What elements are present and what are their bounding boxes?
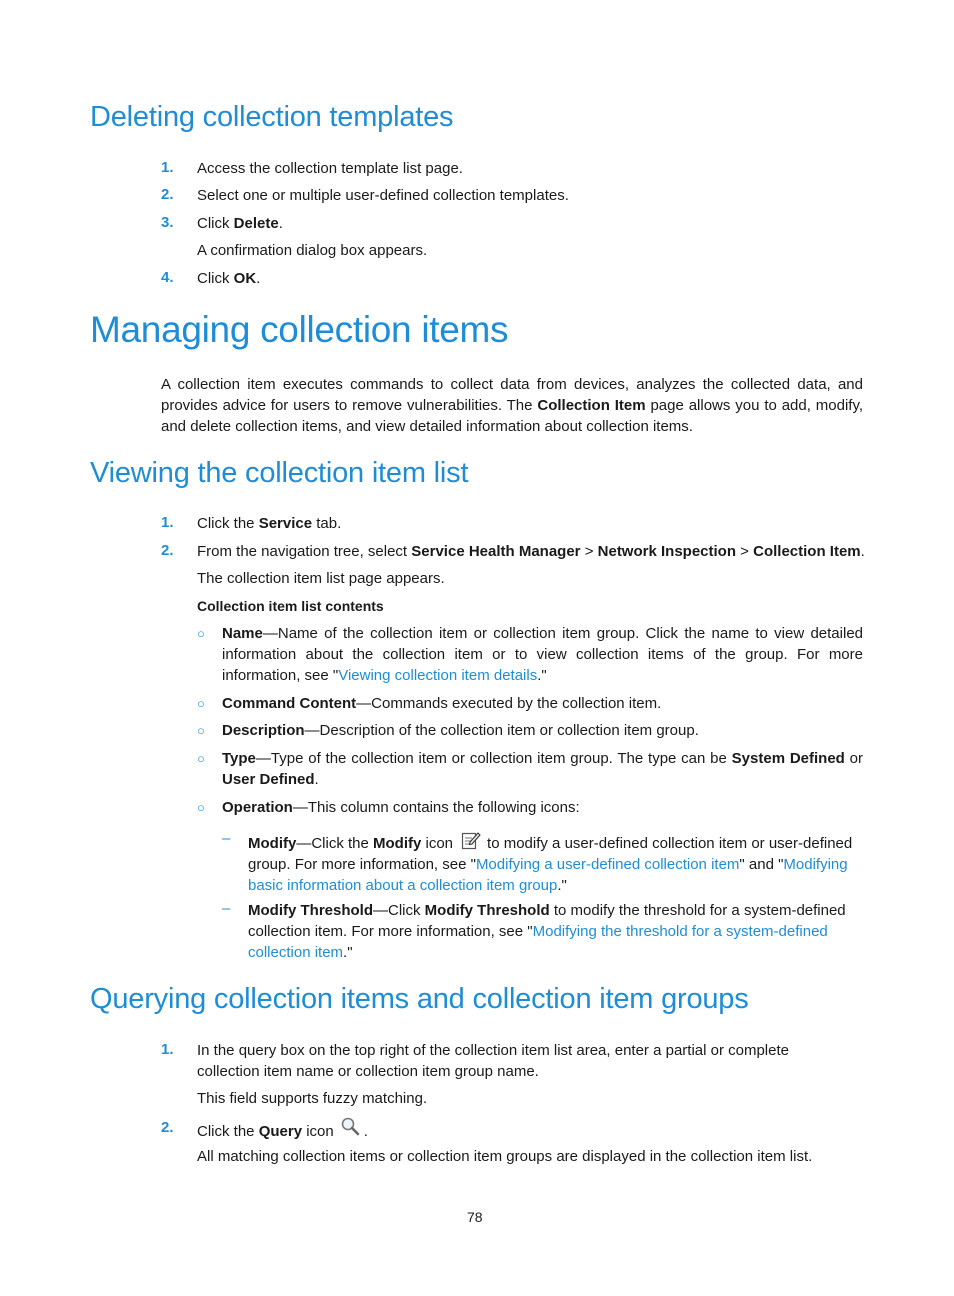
sub-item-modify-threshold: Modify Threshold—Click Modify Threshold to modify the threshold for a system-defined collection item. For more information, see "Modifying the threshold for a system-defined collection item." — [248, 902, 846, 961]
step-number: 2. — [161, 1119, 174, 1136]
heading-deleting-collection-templates: Deleting collection templates — [90, 101, 454, 133]
bullet-mark: ○ — [197, 800, 205, 815]
step-number: 2. — [161, 186, 174, 203]
bullet-mark: ○ — [197, 751, 205, 766]
step-note: The collection item list page appears. — [197, 570, 445, 587]
step-number: 1. — [161, 1041, 174, 1058]
step-number: 3. — [161, 214, 174, 231]
dash-mark: – — [222, 900, 231, 917]
bullet-mark: ○ — [197, 626, 205, 641]
step-note: All matching collection items or collection item groups are displayed in the collection item list. — [197, 1148, 813, 1165]
step-text: Select one or multiple user-defined collection templates. — [197, 187, 569, 204]
magnifier-icon — [340, 1117, 362, 1137]
list-item-command-content: Command Content—Commands executed by the collection item. — [222, 695, 662, 712]
link-modifying-basic-information-group[interactable]: Modifying basic information about a collection item group — [248, 856, 848, 894]
list-item-name: Name—Name of the collection item or collection item group. Click the name to view detailed information about the collection item or to view collection items of the group. For more information, see "Viewing collection item details." — [222, 625, 863, 684]
step-number: 1. — [161, 514, 174, 531]
step-number: 4. — [161, 269, 174, 286]
bullet-mark: ○ — [197, 723, 205, 738]
page-number: 78 — [467, 1209, 483, 1225]
link-modifying-user-defined-collection-item[interactable]: Modifying a user-defined collection item — [475, 856, 740, 873]
step-text: Click the Query icon . — [197, 1117, 368, 1142]
dash-mark: – — [222, 830, 231, 847]
step-text: Click the Service tab. — [197, 515, 342, 532]
step-number: 1. — [161, 159, 174, 176]
step-text: From the navigation tree, select Service Health Manager > Network Inspection > Collection Item. — [197, 543, 865, 560]
list-item-type: Type—Type of the collection item or collection item group. The type can be System Defined or User Defined. — [222, 750, 864, 788]
step-text: Click Delete. — [197, 215, 283, 232]
step-text: In the query box on the top right of the collection item list area, enter a partial or complete collection item name or collection item group name. — [197, 1042, 789, 1080]
heading-managing-collection-items: Managing collection items — [90, 309, 509, 350]
intro-paragraph: A collection item executes commands to collect data from devices, analyzes the collected data, and provides advice for users to remove vulnerabilities. The Collection Item page allows you to add, modify, and delete collection items, and view detailed information about collection items. — [161, 376, 863, 435]
link-modifying-threshold[interactable]: Modifying the threshold for a system-defined collection item — [248, 923, 828, 961]
step-number: 2. — [161, 542, 174, 559]
contents-title: Collection item list contents — [197, 598, 384, 614]
step-note: This field supports fuzzy matching. — [197, 1090, 428, 1107]
heading-querying-collection-items: Querying collection items and collection item groups — [90, 983, 749, 1015]
step-text: Access the collection template list page. — [197, 160, 463, 177]
link-viewing-collection-item-details[interactable]: Viewing collection item details — [338, 667, 538, 684]
bullet-mark: ○ — [197, 696, 205, 711]
heading-viewing-collection-item-list: Viewing the collection item list — [90, 457, 469, 489]
step-text: Click OK. — [197, 270, 261, 287]
edit-icon — [461, 830, 481, 850]
list-item-description: Description—Description of the collection item or collection item group. — [222, 722, 699, 739]
list-item-operation: Operation—This column contains the following icons: — [222, 799, 580, 816]
sub-item-modify: Modify—Click the Modify icon to modify a user-defined collection item or user-defined group. For more information, see "Modifying a user-defined collection item" and "Modifying basic information about a collection item group." — [248, 830, 860, 896]
step-note: A confirmation dialog box appears. — [197, 242, 428, 259]
